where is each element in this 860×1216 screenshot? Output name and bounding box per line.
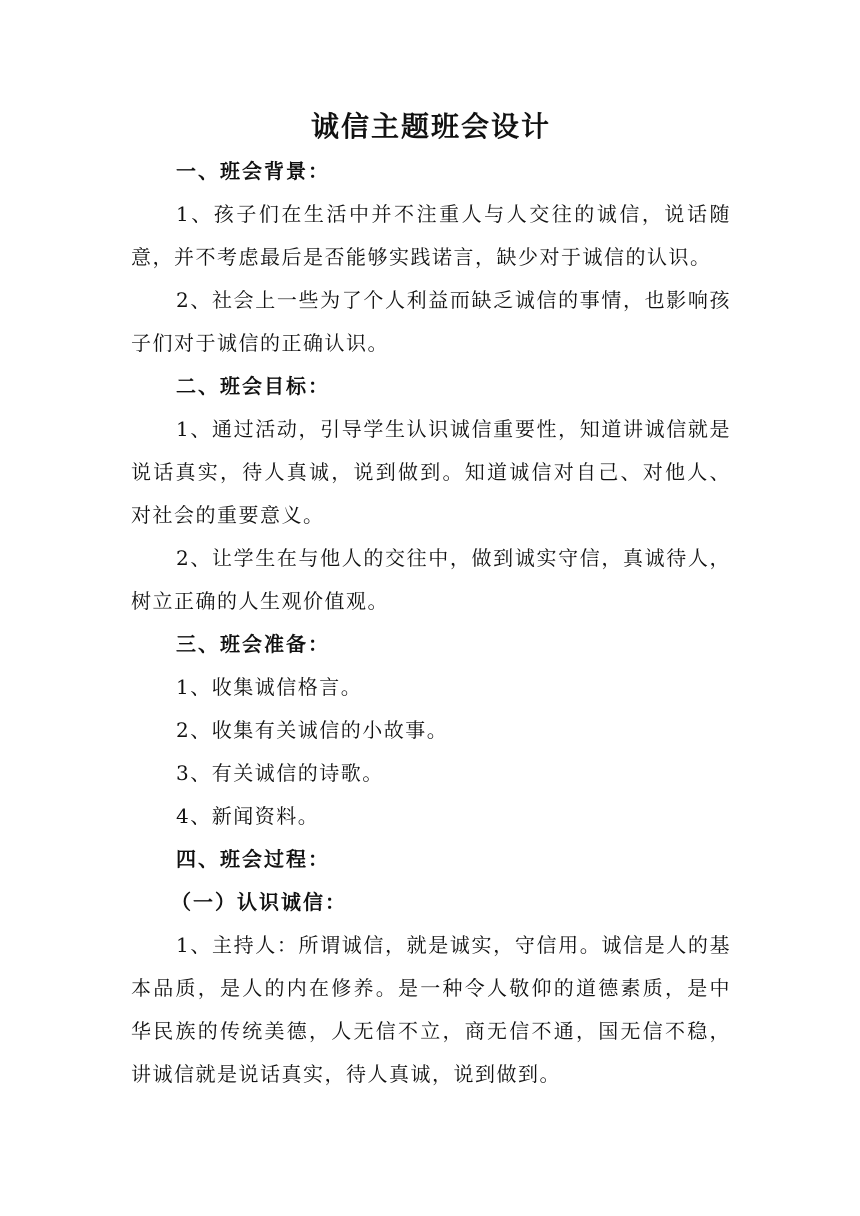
subsection-heading-understanding-integrity: （一）认识诚信：: [171, 890, 347, 914]
preparation-item-2: 2、收集有关诚信的小故事。: [176, 718, 449, 742]
process-paragraph-1: 1、主持人：所谓诚信，就是诚实，守信用。诚信是人的基本品质，是人的内在修养。是一种令人敬仰的道德素质，是中华民族的传统美德，人无信不立，商无信不通，国无信不稳，讲诚信就是说话真实，待人真诚，说到做到。: [131, 933, 731, 1086]
preparation-item-1: 1、收集诚信格言。: [176, 675, 363, 699]
background-paragraph-1: 1、孩子们在生活中并不注重人与人交往的诚信，说话随意，并不考虑最后是否能够实践诺言，缺少对于诚信的认识。: [131, 202, 731, 269]
preparation-item-4: 4、新闻资料。: [176, 804, 320, 828]
goals-paragraph-1: 1、通过活动，引导学生认识诚信重要性，知道讲诚信就是说话真实，待人真诚，说到做到。知道诚信对自己、对他人、对社会的重要意义。: [131, 417, 731, 527]
section-heading-preparation: 三、班会准备：: [176, 632, 330, 656]
section-heading-background: 一、班会背景：: [176, 159, 330, 183]
section-heading-process: 四、班会过程：: [176, 847, 330, 871]
section-heading-goals: 二、班会目标：: [176, 374, 330, 398]
preparation-item-3: 3、有关诚信的诗歌。: [176, 761, 384, 785]
background-paragraph-2: 2、社会上一些为了个人利益而缺乏诚信的事情，也影响孩子们对于诚信的正确认识。: [131, 288, 731, 355]
document-title: 诚信主题班会设计: [310, 110, 551, 143]
document-body: [131, 104, 731, 1096]
goals-paragraph-2: 2、让学生在与他人的交往中，做到诚实守信，真诚待人，树立正确的人生观价值观。: [131, 546, 731, 613]
